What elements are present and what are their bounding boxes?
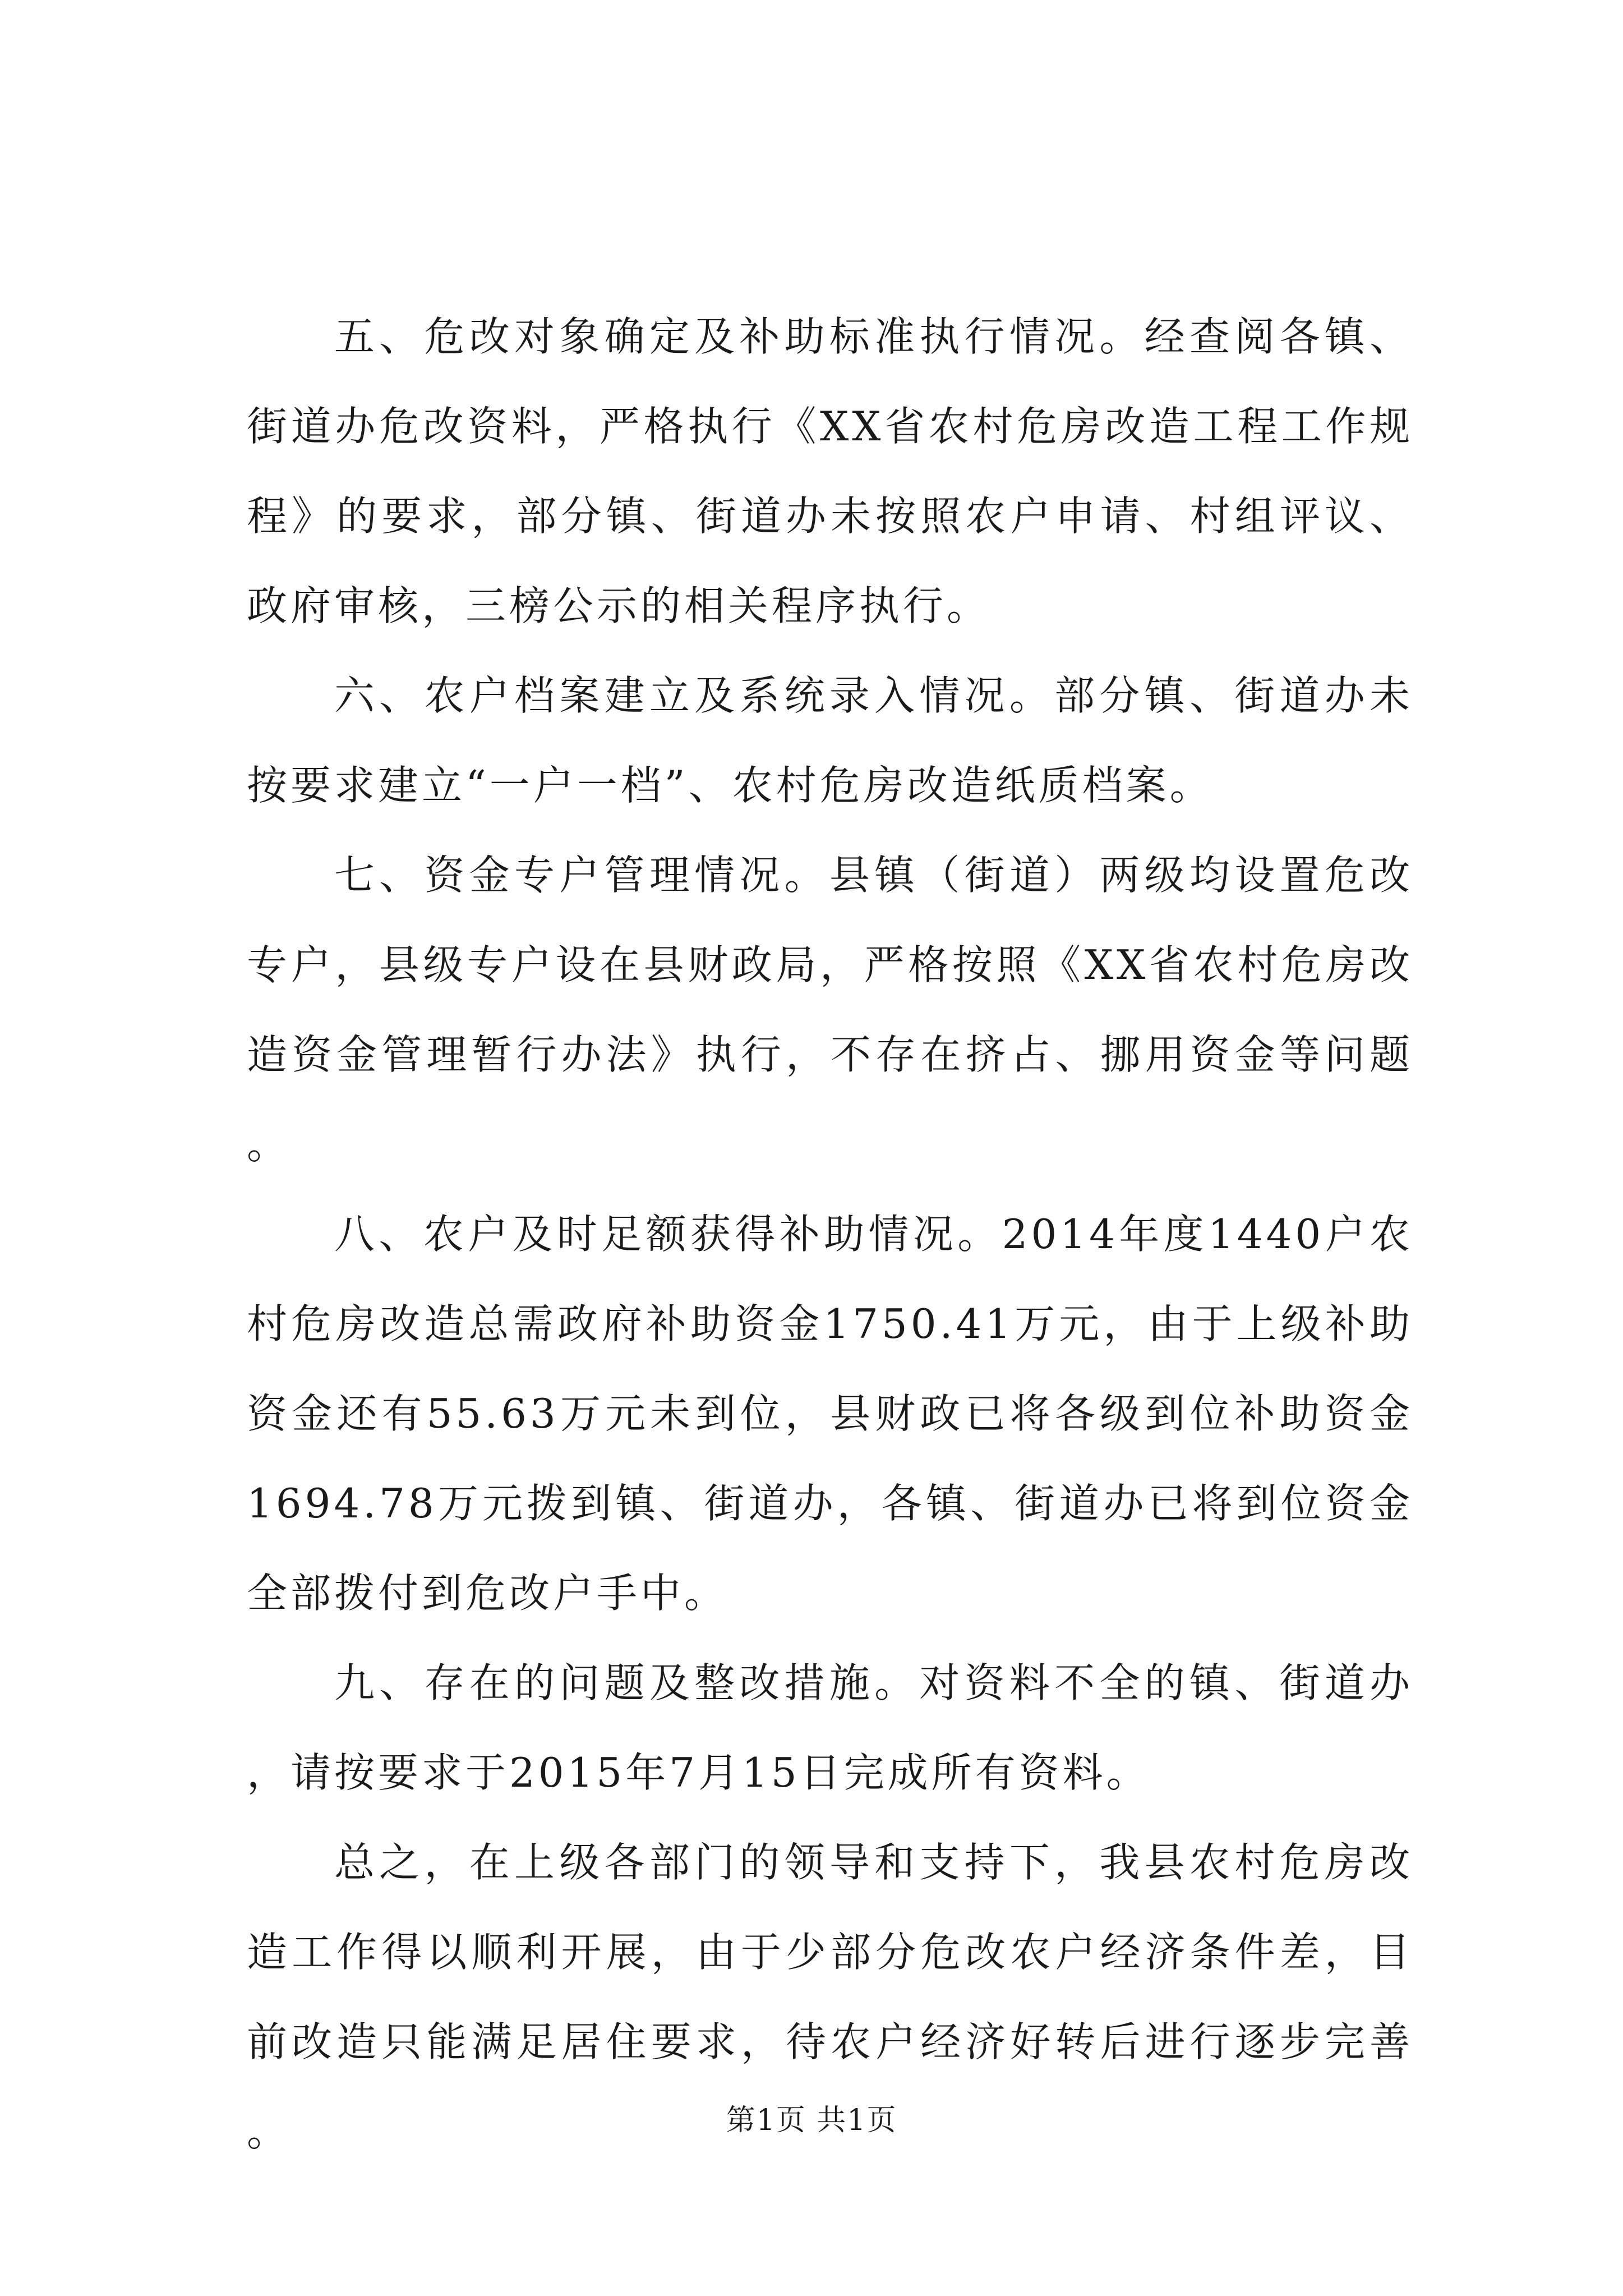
document-body [247, 292, 1413, 2177]
paragraph-5: 五、危改对象确定及补助标准执行情况。经查阅各镇、街道办危改资料，严格执行《XX省农村危房改造工程工作规程》的要求，部分镇、街道办未按照农户申请、村组评议、政府审核，三榜公示的相关程序执行。 [247, 313, 1413, 629]
paragraph-8: 八、农户及时足额获得补助情况。2014年度1440户农村危房改造总需政府补助资金1750.41万元，由于上级补助资金还有55.63万元未到位，县财政已将各级到位补助资金1694.78万元拨到镇、街道办，各镇、街道办已将到位资金全部拨付到危改户手中。 [247, 1211, 1413, 1617]
paragraph-conclusion: 总之，在上级各部门的领导和支持下，我县农村危房改造工作得以顺利开展，由于少部分危改农户经济条件差，目前改造只能满足居住要求，待农户经济好转后进行逐步完善。 [247, 1839, 1413, 2155]
page-footer: 第1页 共1页 [726, 2104, 897, 2137]
paragraph-6: 六、农户档案建立及系统录入情况。部分镇、街道办未按要求建立“一户一档”、农村危房改造纸质档案。 [247, 672, 1413, 809]
paragraph-9: 九、存在的问题及整改措施。对资料不全的镇、街道办，请按要求于2015年7月15日完成所有资料。 [247, 1659, 1413, 1796]
paragraph-7: 七、资金专户管理情况。县镇（街道）两级均设置危改专户，县级专户设在县财政局，严格按照《XX省农村危房改造资金管理暂行办法》执行，不存在挤占、挪用资金等问题。 [247, 852, 1413, 1168]
